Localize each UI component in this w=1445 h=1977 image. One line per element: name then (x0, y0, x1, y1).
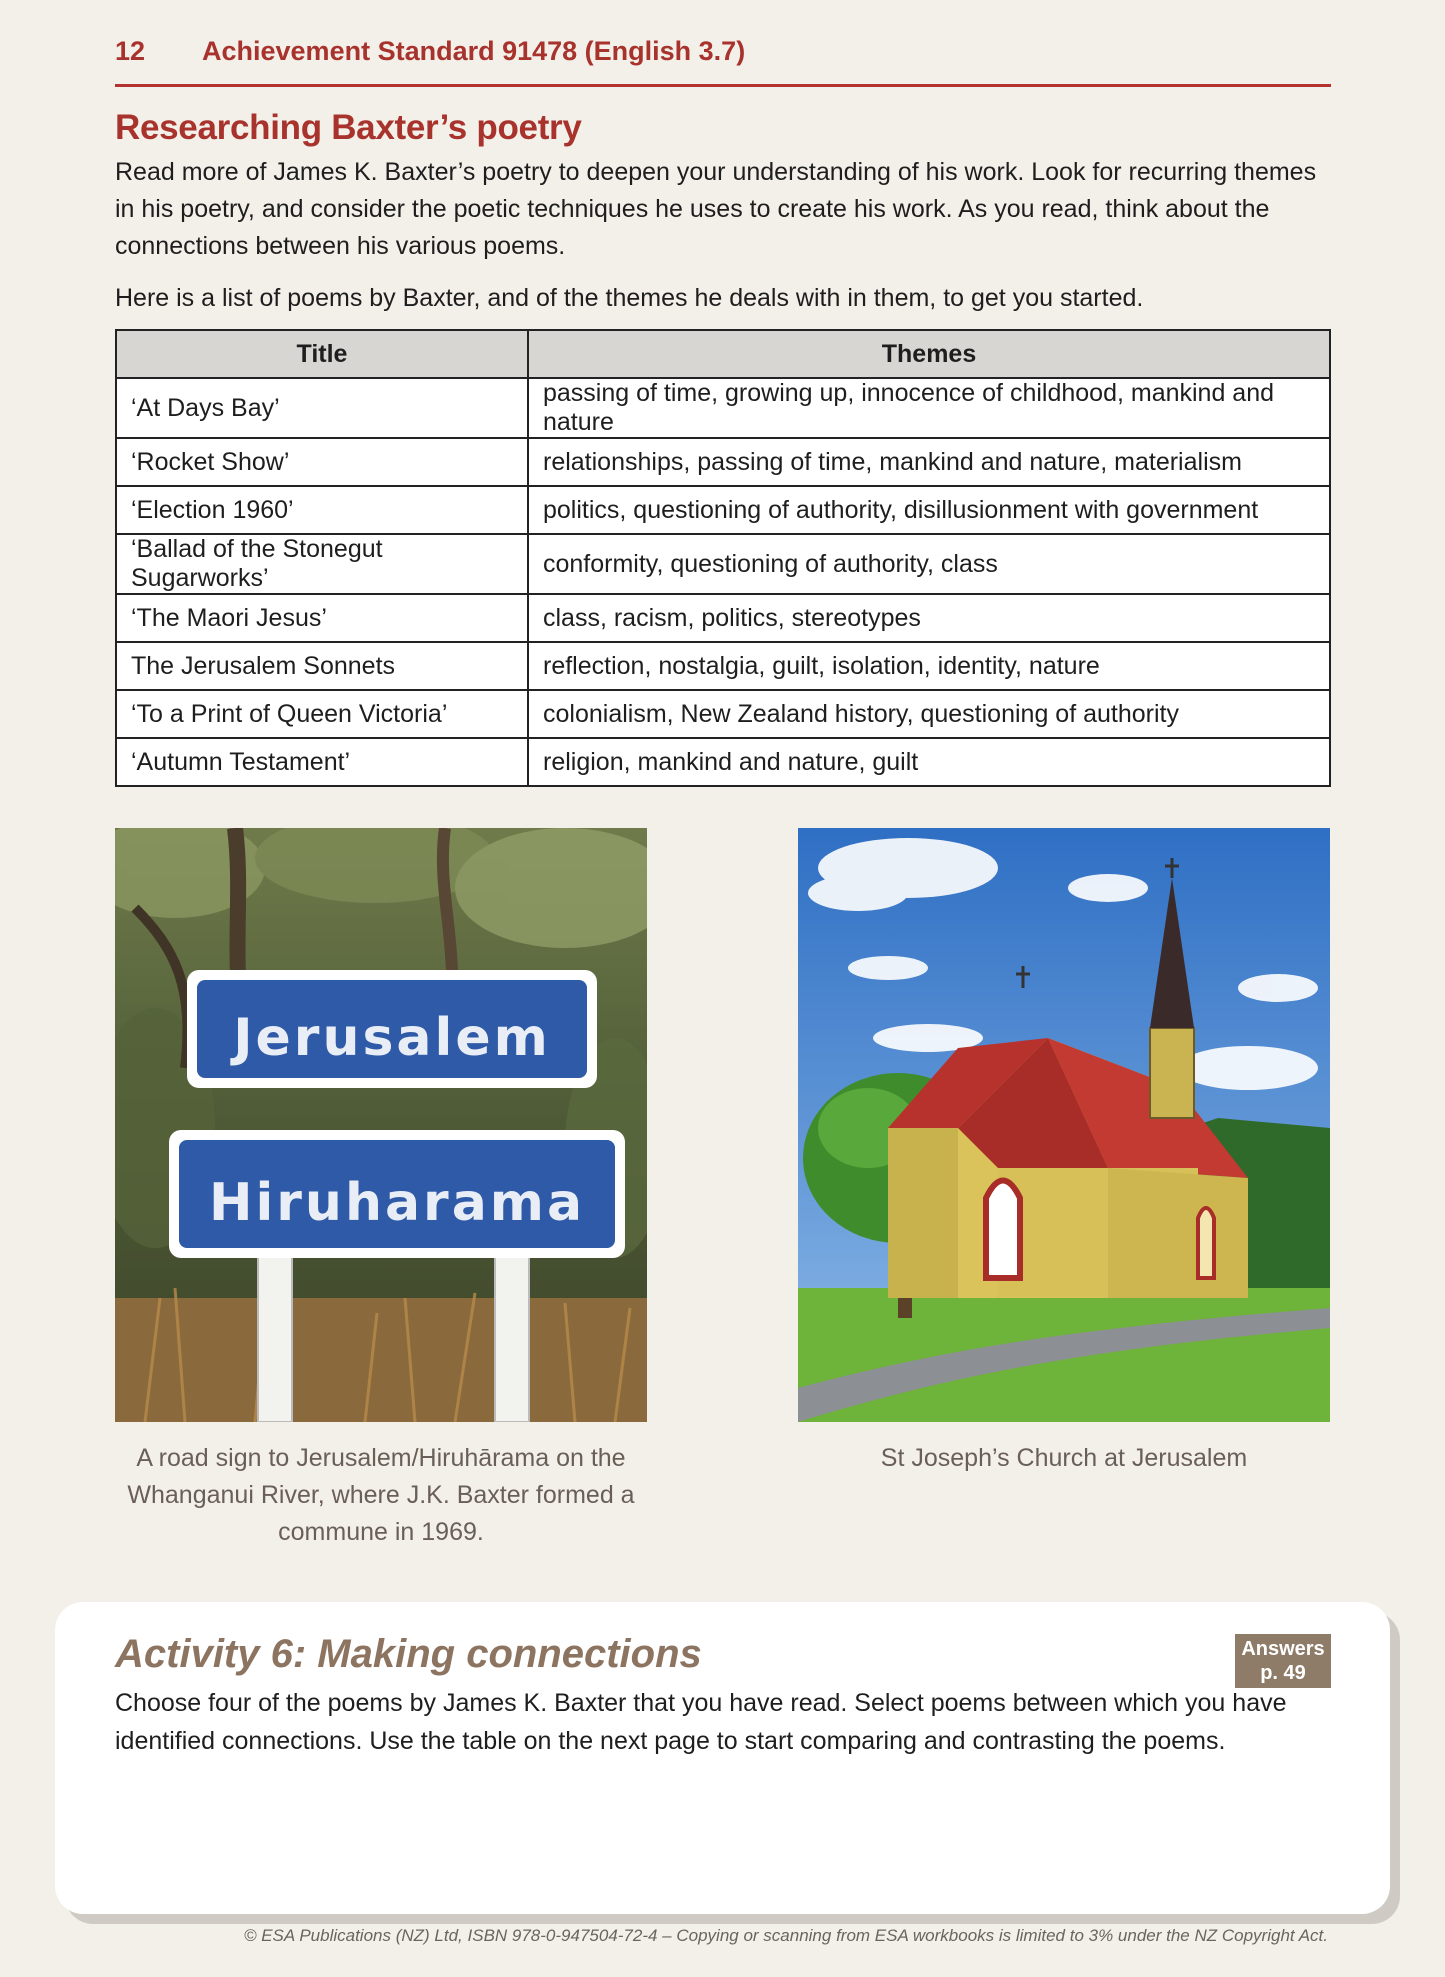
activity-title: Activity 6: Making connections (115, 1632, 702, 1676)
poem-title-cell: ‘Election 1960’ (116, 486, 528, 534)
poems-table (115, 329, 1331, 787)
intro-paragraph: Read more of James K. Baxter’s poetry to deepen your understanding of his work. Look for recurring themes in his poetry, and consider the poetic techniques he uses to create his work. As you read, think about the connections between his various poems. (115, 158, 1317, 260)
header-title: Achievement Standard 91478 (English 3.7) (202, 36, 746, 66)
table-row (116, 642, 1330, 690)
poem-title-cell: The Jerusalem Sonnets (116, 642, 528, 690)
poem-title-cell: ‘Ballad of the Stonegut Sugarworks’ (116, 534, 528, 594)
table-header-row (116, 330, 1330, 378)
poem-themes-cell: politics, questioning of authority, disillusionment with government (528, 486, 1330, 534)
table-row (116, 738, 1330, 786)
church-illustration (798, 828, 1330, 1422)
road-sign-caption: A road sign to Jerusalem/Hiruhārama on the Whanganui River, where J.K. Baxter formed a commune in 1969. (127, 1444, 635, 1546)
activity-panel (55, 1602, 1390, 1914)
sign-text-top: Jerusalem (233, 1008, 551, 1068)
answers-badge (1235, 1634, 1331, 1688)
poem-title-cell: ‘Rocket Show’ (116, 438, 528, 486)
activity-instructions: Choose four of the poems by James K. Baxter that you have read. Select poems between which you have identified connections. Use the table on the next page to start comparing and contrasting the poems. (115, 1689, 1287, 1755)
poem-themes-cell: religion, mankind and nature, guilt (528, 738, 1330, 786)
poem-themes-cell: relationships, passing of time, mankind and nature, materialism (528, 438, 1330, 486)
poem-themes-cell: passing of time, growing up, innocence of childhood, mankind and nature (528, 378, 1330, 438)
table-row (116, 534, 1330, 594)
poem-themes-cell: colonialism, New Zealand history, questioning of authority (528, 690, 1330, 738)
page-number: 12 (115, 36, 146, 66)
poem-title-cell: ‘At Days Bay’ (116, 378, 528, 438)
page-header (115, 32, 1331, 87)
table-row (116, 690, 1330, 738)
church-photo (798, 828, 1330, 1422)
poem-title-cell: ‘To a Print of Queen Victoria’ (116, 690, 528, 738)
poem-title-cell: ‘Autumn Testament’ (116, 738, 528, 786)
table-row (116, 486, 1330, 534)
road-sign-illustration (115, 828, 647, 1422)
section-title: Researching Baxter’s poetry (115, 108, 582, 147)
answers-label: Answers (1241, 1638, 1325, 1660)
road-sign-photo (115, 828, 647, 1422)
poem-themes-cell: conformity, questioning of authority, class (528, 534, 1330, 594)
church-caption: St Joseph’s Church at Jerusalem (880, 1444, 1248, 1472)
table-row (116, 594, 1330, 642)
table-row (116, 438, 1330, 486)
table-row (116, 378, 1330, 438)
poem-title-cell: ‘The Maori Jesus’ (116, 594, 528, 642)
sign-text-bottom: Hiruharama (208, 1173, 586, 1233)
poem-themes-cell: reflection, nostalgia, guilt, isolation, identity, nature (528, 642, 1330, 690)
copyright-footer: © ESA Publications (NZ) Ltd, ISBN 978-0-947504-72-4 – Copying or scanning from ESA workbooks is limited to 3% under the NZ Copyright Act. (243, 1926, 1328, 1945)
column-header-title: Title (116, 330, 528, 378)
answers-page: p. 49 (1260, 1662, 1306, 1684)
column-header-themes: Themes (528, 330, 1330, 378)
poem-themes-cell: class, racism, politics, stereotypes (528, 594, 1330, 642)
lead-paragraph: Here is a list of poems by Baxter, and of the themes he deals with in them, to get you started. (115, 284, 1144, 312)
